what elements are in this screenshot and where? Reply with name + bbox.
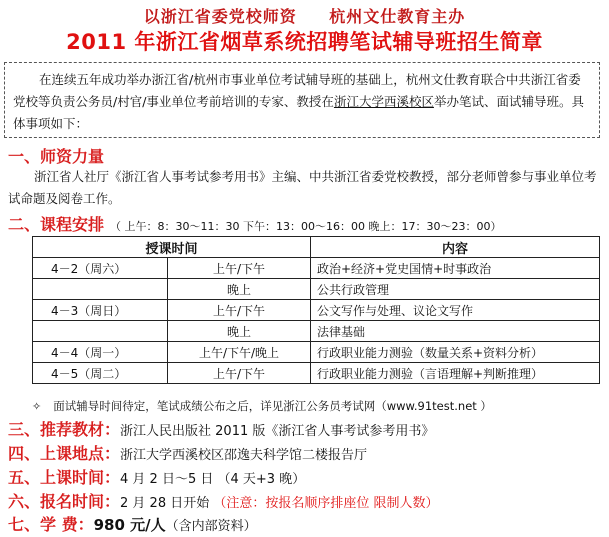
section-faculty-heading: 一、师资力量	[8, 147, 105, 166]
row-slot: 晚上	[168, 321, 311, 342]
section-schedule-heading	[8, 212, 501, 235]
section-registration	[8, 492, 439, 514]
row-date	[33, 279, 168, 300]
row-date: 4－3（周日）	[33, 300, 168, 321]
section-textbook-text: 浙江人民出版社 2011 版《浙江省人事考试参考用书》	[120, 424, 435, 439]
row-content: 行政职业能力测验（言语理解+判断推理）	[311, 363, 600, 384]
tuition-extra: （含内部资料）	[165, 519, 257, 534]
row-slot: 晚上	[168, 279, 311, 300]
table-row	[33, 258, 600, 279]
table-row	[33, 321, 600, 342]
diamond-icon: ✧	[32, 400, 42, 413]
section-location-label: 四、上课地点：	[8, 444, 121, 463]
schedule-header-content: 内容	[311, 237, 600, 258]
row-content: 行政职业能力测验（数量关系+资料分析）	[311, 342, 600, 363]
schedule-table	[32, 236, 600, 384]
subtitle-left: 以浙江省委党校师资	[143, 7, 297, 26]
schedule-header-time: 授课时间	[33, 237, 311, 258]
row-date: 4－2（周六）	[33, 258, 168, 279]
row-date: 4－5（周二）	[33, 363, 168, 384]
registration-notice: （注意：按报名顺序排座位 限制人数）	[213, 496, 439, 511]
row-slot: 上午/下午	[168, 258, 311, 279]
row-date	[33, 321, 168, 342]
section-registration-label: 六、报名时间：	[8, 492, 121, 511]
schedule-header-row	[33, 237, 600, 258]
section-class-time	[8, 468, 305, 490]
intro-text: 在连续五年成功举办浙江省/杭州市事业单位考试辅导班的基础上，杭州文仕教育联合中共浙江省委党校等负责公务员/村官/事业单位考前培训的专家、教授在	[13, 72, 581, 109]
subtitle-right: 杭州文仕教育主办	[329, 7, 466, 26]
section-location-text: 浙江大学西溪校区邵逸夫科学馆二楼报告厅	[120, 448, 368, 463]
table-row	[33, 342, 600, 363]
row-slot: 上午/下午/晚上	[168, 342, 311, 363]
interview-note-text: 面试辅导时间待定，笔试成绩公布之后，详见浙江公务员考试网（www.91test.net ）	[53, 399, 492, 413]
table-row	[33, 300, 600, 321]
section-textbook-label: 三、推荐教材：	[8, 420, 121, 439]
intro-text-end: 举办笔试、面试辅导班。具体事项如下：	[13, 94, 584, 131]
section-class-time-text: 4 月 2 日～5 日 （4 天+3 晚）	[120, 472, 306, 487]
section-schedule-title: 二、课程安排	[8, 215, 105, 234]
subtitle	[0, 4, 609, 27]
section-tuition	[8, 515, 257, 537]
intro-box	[4, 62, 600, 138]
schedule-time-note: （ 上午：8：30～11：30 下午：13：00～16：00 晚上：17：30～23：00）	[110, 220, 502, 233]
tuition-amount: 980 元/人	[93, 516, 166, 534]
row-slot: 上午/下午	[168, 300, 311, 321]
row-content: 公共行政管理	[311, 279, 600, 300]
section-faculty-text: 浙江省人社厅《浙江省人事考试参考用书》主编、中共浙江省委党校教授，部分老师曾参与事业单位考试命题及阅卷工作。	[8, 169, 597, 206]
row-slot: 上午/下午	[168, 363, 311, 384]
table-row	[33, 363, 600, 384]
page-title: 2011 年浙江省烟草系统招聘笔试辅导班招生简章	[66, 30, 543, 54]
row-date: 4－4（周一）	[33, 342, 168, 363]
section-tuition-label: 七、学 费：	[8, 515, 94, 534]
section-textbook	[8, 420, 434, 442]
row-content: 政治+经济+党史国情+时事政治	[311, 258, 600, 279]
row-content: 公文写作与处理、议论文写作	[311, 300, 600, 321]
intro-venue: 浙江大学西溪校区	[333, 94, 434, 109]
section-registration-text: 2 月 28 日开始	[120, 496, 214, 511]
section-location	[8, 444, 367, 466]
table-row	[33, 279, 600, 300]
interview-note	[32, 398, 492, 414]
row-content: 法律基础	[311, 321, 600, 342]
section-class-time-label: 五、上课时间：	[8, 468, 121, 487]
